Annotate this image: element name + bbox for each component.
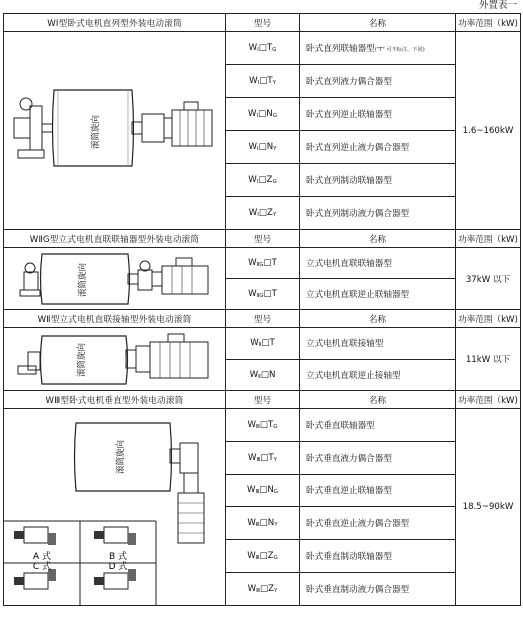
header-model: 型号 xyxy=(226,14,300,32)
model-code: $W_Ⅰ□N_Y$ xyxy=(226,131,300,164)
variant-label: B 式 xyxy=(108,552,128,562)
header-power: 功率范围（kW) xyxy=(456,230,521,248)
spec-table xyxy=(3,13,521,606)
figure-cell xyxy=(4,409,226,606)
section-title: WⅠ型卧式电机直列型外装电动滚筒 xyxy=(4,14,226,32)
drum-direction-label: 滚筒旋向 xyxy=(116,439,126,475)
variant-label: C 式 xyxy=(32,562,52,572)
model-name: 卧式垂直制动液力偶合器型 xyxy=(300,572,456,605)
model-code: $W_Ⅰ□Z_G$ xyxy=(226,164,300,197)
table-row xyxy=(4,248,521,279)
model-code: $W_Ⅰ□T_G$ xyxy=(226,32,300,65)
table-row xyxy=(4,409,521,442)
model-code: $W_Ⅲ□N_Y$ xyxy=(226,507,300,540)
model-code: $W_Ⅲ□T_Y$ xyxy=(226,441,300,474)
model-name: 卧式直列液力偶合器型 xyxy=(300,65,456,98)
table-row xyxy=(4,32,521,65)
section-title: WⅢ型卧式电机垂直型外装电动滚筒 xyxy=(4,391,226,409)
model-name: 卧式垂直逆止联轴器型 xyxy=(300,474,456,507)
model-name: 卧式垂直液力偶合器型 xyxy=(300,441,456,474)
drum-illustration xyxy=(4,32,226,230)
model-code: $W_Ⅲ□T_G$ xyxy=(226,409,300,442)
header-model: 型号 xyxy=(226,391,300,409)
header-model: 型号 xyxy=(226,230,300,248)
model-name: 卧式直列制动联轴器型 xyxy=(300,164,456,197)
figure-cell xyxy=(4,248,226,310)
section-header xyxy=(4,310,521,328)
section-title: WⅡG型立式电机直联联轴器型外装电动滚筒 xyxy=(4,230,226,248)
variant-label: D 式 xyxy=(108,562,128,572)
model-name: 卧式直列制动液力偶合器型 xyxy=(300,197,456,230)
power-range: 37kW 以下 xyxy=(456,248,521,310)
model-code: $W_Ⅲ□Z_G$ xyxy=(226,540,300,573)
header-name: 名称 xyxy=(300,391,456,409)
figure-cell xyxy=(4,32,226,230)
table-row xyxy=(4,328,521,360)
model-code: $W_Ⅲ□Z_Y$ xyxy=(226,572,300,605)
model-code: $W_{ⅡG}□T$ xyxy=(226,248,300,279)
header-power: 功率范围（kW) xyxy=(456,391,521,409)
model-name: 立式电机直联联轴器型 xyxy=(300,248,456,279)
model-name: 卧式垂直联轴器型 xyxy=(300,409,456,442)
drum-illustration xyxy=(4,248,226,310)
table-caption: 外置表一 xyxy=(478,0,517,11)
model-name: 立式电机直联逆止接轴型 xyxy=(300,359,456,391)
header-name: 名称 xyxy=(300,230,456,248)
model-name: 卧式垂直制动联轴器型 xyxy=(300,540,456,573)
model-name: 立式电机直联接轴型 xyxy=(300,328,456,360)
model-code: $W_Ⅲ□N_G$ xyxy=(226,474,300,507)
drum-direction-label: 滚筒旋向 xyxy=(77,342,87,378)
drum-illustration xyxy=(4,409,226,605)
model-code: $W_Ⅰ□N_G$ xyxy=(226,98,300,131)
model-name: 立式电机直联逆止联轴器型 xyxy=(300,279,456,310)
model-name: 卧式垂直逆止液力偶合器型 xyxy=(300,507,456,540)
model-name: 卧式直列联轴器型("T" 可不标注，下同) xyxy=(300,32,456,65)
section-title: WⅡ型立式电机直联接轴型外装电动滚筒 xyxy=(4,310,226,328)
header-model: 型号 xyxy=(226,310,300,328)
model-code: $W_Ⅰ□Z_Y$ xyxy=(226,197,300,230)
power-range: 1.6~160kW xyxy=(456,32,521,230)
power-range: 18.5~90kW xyxy=(456,409,521,606)
header-power: 功率范围（kW) xyxy=(456,310,521,328)
model-code: $W_{ⅡG}□T$ xyxy=(226,279,300,310)
model-name: 卧式直列逆止液力偶合器型 xyxy=(300,131,456,164)
figure-cell xyxy=(4,328,226,391)
model-note: ("T" 可不标注，下同) xyxy=(374,47,425,53)
model-code: $W_Ⅰ□T_Y$ xyxy=(226,65,300,98)
header-name: 名称 xyxy=(300,310,456,328)
power-range: 11kW 以下 xyxy=(456,328,521,391)
drum-direction-label: 滚筒旋向 xyxy=(78,262,88,298)
header-name: 名称 xyxy=(300,14,456,32)
drum-illustration xyxy=(4,328,226,391)
section-header xyxy=(4,391,521,409)
drum-direction-label: 滚筒旋向 xyxy=(91,114,101,150)
model-code: $W_Ⅱ□T$ xyxy=(226,328,300,360)
model-name: 卧式直列逆止联轴器型 xyxy=(300,98,456,131)
header-power: 功率范围（kW) xyxy=(456,14,521,32)
section-header xyxy=(4,230,521,248)
section-header xyxy=(4,14,521,32)
variant-label: A 式 xyxy=(32,552,52,562)
model-code: $W_Ⅱ□N$ xyxy=(226,359,300,391)
